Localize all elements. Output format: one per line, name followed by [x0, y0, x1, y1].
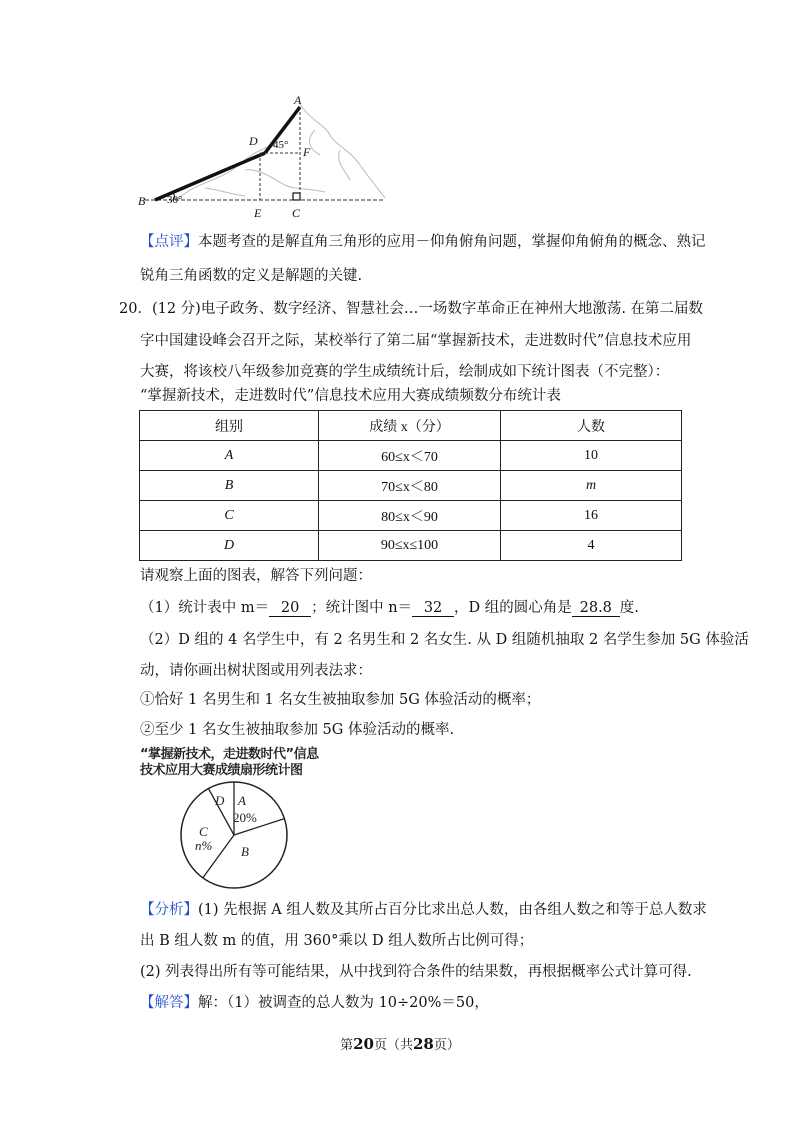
- label-B: B: [138, 194, 146, 208]
- table-cell: A: [140, 441, 319, 471]
- table-cell: 90≤x≤100: [319, 531, 501, 561]
- analysis-line-1: 【分析】(1) 先根据 A 组人数及其所占百分比求出总人数，由各组人数之和等于总人数求: [140, 902, 707, 918]
- table-cell: 60≤x＜70: [319, 441, 501, 471]
- question-2-line-2: 动，请你画出树状图或用列表法求：: [140, 663, 372, 679]
- problem-line-2: 字中国建设峰会召开之际，某校举行了第二届“掌握新技术，走进数时代”信息技术应用: [140, 333, 692, 349]
- table-cell: 10: [501, 441, 682, 471]
- table-header-row: [140, 411, 682, 441]
- answer-angle: 28.8: [572, 600, 620, 617]
- mountain-figure: [135, 90, 405, 220]
- table-cell: m: [501, 471, 682, 501]
- comment-tag: 【点评】: [140, 234, 198, 250]
- table-cell: 70≤x＜80: [319, 471, 501, 501]
- pie-chart: [175, 780, 295, 890]
- answer-n: 32: [412, 600, 454, 617]
- frequency-table: [139, 410, 682, 561]
- question-2-part-2: ②至少 1 名女生被抽取参加 5G 体验活动的概率.: [140, 722, 455, 738]
- label-E: E: [254, 206, 262, 220]
- problem-line-1: 20．(12 分)电子政务、数字经济、智慧社会…一场数字革命正在神州大地激荡. 在第二届数: [119, 301, 704, 317]
- table-header: 人数: [501, 411, 682, 441]
- table-cell: 4: [501, 531, 682, 561]
- page-footer: 第20页（共28页）: [340, 1035, 460, 1053]
- pie-label-C: C: [199, 824, 208, 839]
- question-2-part-1: ①恰好 1 名男生和 1 名女生被抽取参加 5G 体验活动的概率；: [140, 692, 541, 708]
- table-cell: C: [140, 501, 319, 531]
- table-row: [140, 441, 682, 471]
- pie-title-line-1: “掌握新技术，走进数时代”信息: [140, 747, 319, 762]
- pie-label-D: D: [215, 793, 225, 808]
- mountain-sketch: [175, 104, 385, 200]
- label-F: F: [303, 145, 311, 159]
- table-cell: B: [140, 471, 319, 501]
- table-cell: 16: [501, 501, 682, 531]
- table-header: 组别: [140, 411, 319, 441]
- angle-30: 30°: [167, 194, 183, 206]
- table-header: 成绩 x（分）: [319, 411, 501, 441]
- page-number: 20: [353, 1035, 374, 1053]
- angle-45: 45°: [273, 139, 289, 151]
- table-row: [140, 531, 682, 561]
- table-row: [140, 471, 682, 501]
- problem-points: (12 分): [151, 301, 201, 317]
- question-2-line-1: （2）D 组的 4 名学生中，有 2 名男生和 2 名女生. 从 D 组随机抽取 2 名学生参加 5G 体验活: [140, 632, 749, 648]
- solution-tag: 【解答】: [140, 995, 198, 1011]
- question-1: （1）统计表中 m＝ 20 ；统计图中 n＝ 32 ，D 组的圆心角是 28.8 度.: [140, 600, 639, 616]
- comment-line-1: 【点评】本题考查的是解直角三角形的应用－仰角俯角问题，掌握仰角俯角的概念、熟记: [140, 234, 706, 250]
- questions-intro: 请观察上面的图表，解答下列问题：: [140, 568, 372, 584]
- table-cell: 80≤x＜90: [319, 501, 501, 531]
- pie-label-A-pct: 20%: [233, 810, 257, 825]
- label-D: D: [249, 134, 258, 148]
- answer-m: 20: [269, 600, 311, 617]
- table-title: “掌握新技术，走进数时代”信息技术应用大赛成绩频数分布统计表: [140, 388, 561, 404]
- comment-line-2: 锐角三角函数的定义是解题的关键.: [140, 268, 363, 284]
- pie-label-C-pct: n%: [195, 838, 213, 853]
- pie-title-line-2: 技术应用大赛成绩扇形统计图: [140, 763, 303, 778]
- table-row: [140, 501, 682, 531]
- pie-label-B: B: [241, 844, 249, 859]
- label-A: A: [294, 93, 302, 107]
- problem-number: 20．: [119, 301, 152, 317]
- analysis-line-3: (2) 列表得出所有等可能结果，从中找到符合条件的结果数，再根据概率公式计算可得.: [140, 964, 692, 980]
- solution-line: 【解答】解：（1）被调查的总人数为 10÷20%＝50，: [140, 995, 489, 1011]
- analysis-tag: 【分析】: [140, 902, 198, 918]
- problem-line-3: 大赛，将该校八年级参加竞赛的学生成绩统计后，绘制成如下统计图表（不完整）：: [140, 364, 670, 380]
- table-cell: D: [140, 531, 319, 561]
- analysis-line-2: 出 B 组人数 m 的值，用 360°乘以 D 组人数所占比例可得；: [140, 933, 534, 949]
- pie-label-A: A: [238, 793, 246, 808]
- total-pages: 28: [413, 1035, 434, 1053]
- label-C: C: [292, 206, 301, 220]
